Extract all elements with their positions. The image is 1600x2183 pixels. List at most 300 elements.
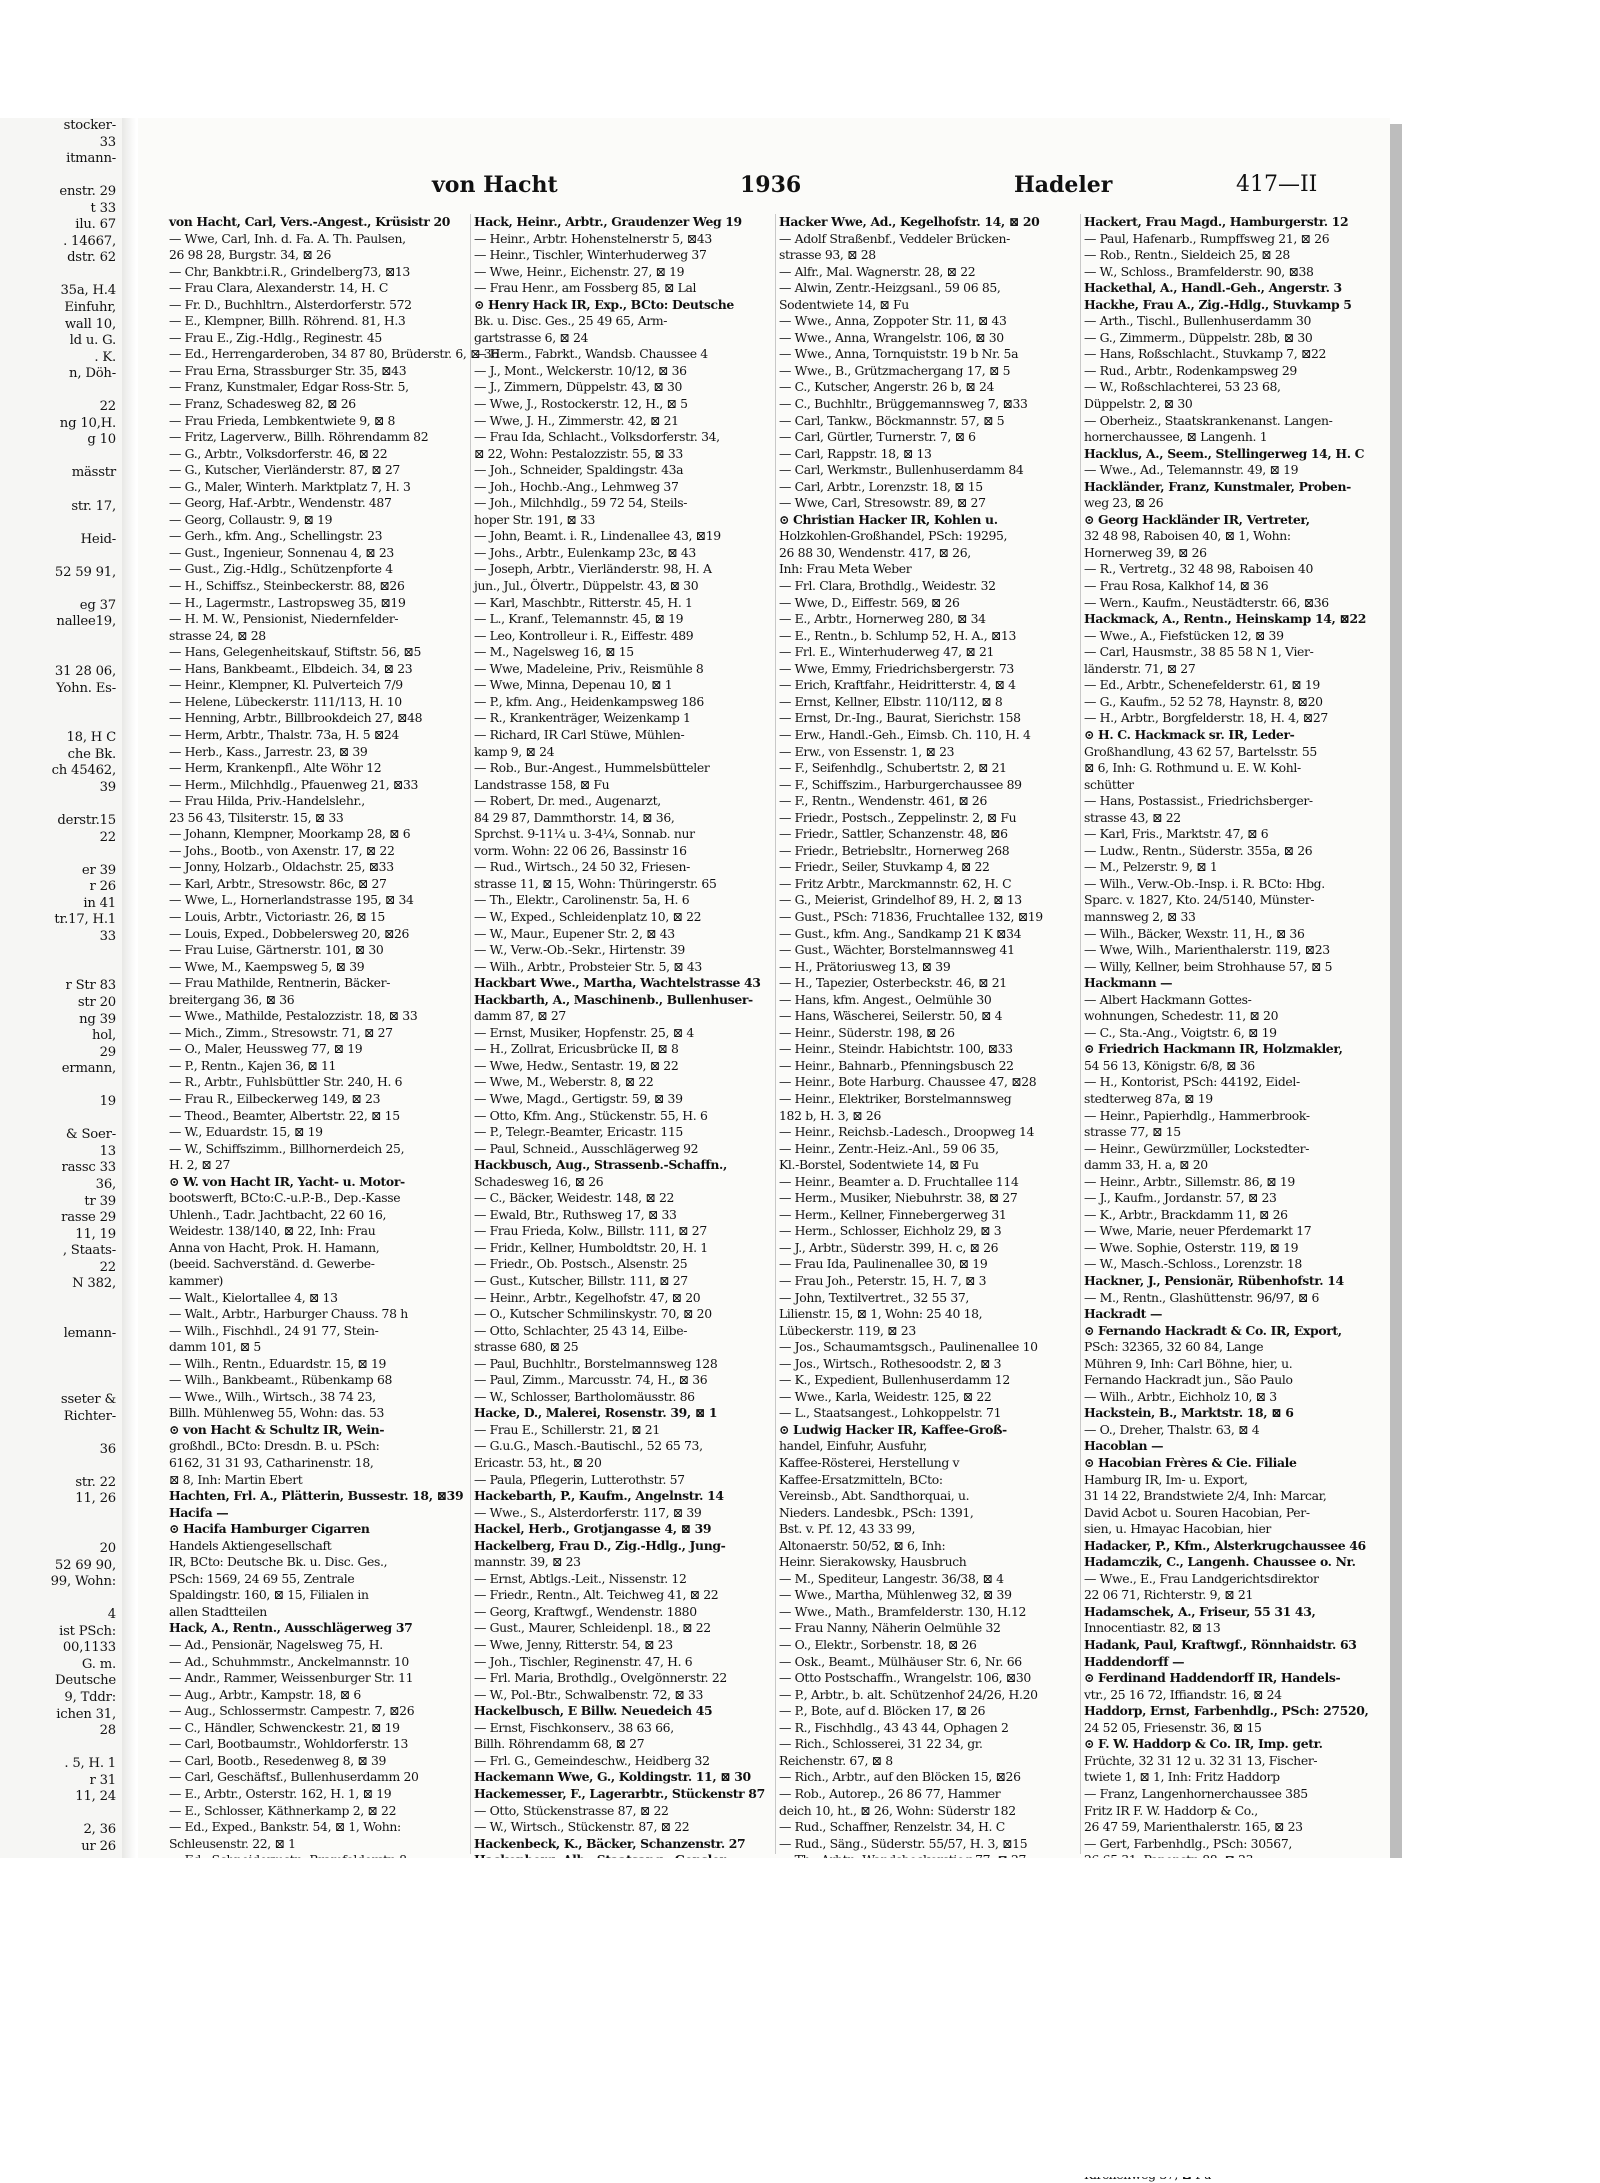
directory-entry: — Heinr., Arbtr., Kegelhofstr. 47, ⊠ 20 <box>474 1289 701 1305</box>
directory-entry: Hackelberg, Frau D., Zig.-Hdlg., Jung- <box>474 1537 726 1553</box>
directory-entry: — Leo, Kontrolleur i. R., Eiffestr. 489 <box>474 627 694 643</box>
left-fragment-line: N 382, <box>72 1276 116 1292</box>
left-fragment-line: 4 <box>107 1607 116 1623</box>
directory-entry: — Heinr., Klempner, Kl. Pulverteich 7/9 <box>169 677 403 693</box>
directory-entry: — H., Zollrat, Ericusbrücke II, ⊠ 8 <box>474 1041 679 1057</box>
directory-entry: H. 2, ⊠ 27 <box>169 1157 231 1173</box>
directory-entry: strasse 77, ⊠ 15 <box>1084 1124 1181 1140</box>
directory-entry: — Wilh., Fischhdl., 24 91 77, Stein- <box>169 1322 379 1338</box>
directory-entry: — Georg, Haf.-Arbtr., Wendenstr. 487 <box>169 495 392 511</box>
left-fragment-line <box>0 846 122 863</box>
directory-entry: vorm. Wohn: 22 06 26, Bassinstr 16 <box>474 842 687 858</box>
directory-entry: — Heinr., Süderstr. 198, ⊠ 26 <box>779 1024 955 1040</box>
directory-entry: Hornerweg 39, ⊠ 26 <box>1084 544 1207 560</box>
left-fragment-line: eg 37 <box>79 597 116 613</box>
directory-entry: — J., Arbtr., Süderstr. 399, H. c, ⊠ 26 <box>779 1239 999 1255</box>
left-fragment-line: str 20 <box>77 994 116 1010</box>
directory-entry: — Rud., Arbtr., Rodenkampsweg 29 <box>1084 362 1297 378</box>
directory-entry: — Aug., Arbtr., Kampstr. 18, ⊠ 6 <box>169 1686 361 1702</box>
directory-entry: — Hans, Wäscherei, Seilerstr. 50, ⊠ 4 <box>779 1008 1003 1024</box>
directory-entry: — Wern., Kaufm., Neustädterstr. 66, ⊠36 <box>1084 594 1329 610</box>
directory-entry: — O., Maler, Heussweg 77, ⊠ 19 <box>169 1041 363 1057</box>
directory-entry: — M., Pelzerstr. 9, ⊠ 1 <box>1084 859 1218 875</box>
directory-entry: Hackbusch, Aug., Strassenb.-Schaffn., <box>474 1157 727 1173</box>
left-fragment-line: Yohn. Es- <box>56 680 116 696</box>
directory-entry: — C., Kutscher, Angerstr. 26 b, ⊠ 24 <box>779 379 995 395</box>
directory-entry: — Herm., Milchhdlg., Pfauenweg 21, ⊠33 <box>169 776 419 792</box>
directory-entry: — Wilh., Bäcker, Wexstr. 11, H., ⊠ 36 <box>1084 925 1305 941</box>
directory-entry: Haddendorff — <box>1084 1653 1185 1669</box>
left-fragment-line <box>0 1293 122 1310</box>
directory-entry: Uhlenh., T.adr. Jachtbacht, 22 60 16, <box>169 1206 387 1222</box>
left-fragment-line <box>0 1309 122 1326</box>
directory-entry: — Wwe., Mathilde, Pestalozzistr. 18, ⊠ 33 <box>169 1008 418 1024</box>
directory-entry: — Hans, Roßschlacht., Stuvkamp 7, ⊠22 <box>1084 346 1327 362</box>
left-fragment-line: n, Döh- <box>69 366 116 382</box>
directory-entry: — Wwe., Anna, Wrangelstr. 106, ⊠ 30 <box>779 329 1004 345</box>
directory-entry: — Heinr., Papierhdlg., Hammerbrook- <box>1084 1107 1310 1123</box>
directory-entry: — Wwe, Heinr., Eichenstr. 27, ⊠ 19 <box>474 263 685 279</box>
directory-entry: — R., Krankenträger, Weizenkamp 1 <box>474 710 691 726</box>
directory-entry: — W., Schiffszimm., Billhornerdeich 25, <box>169 1140 405 1156</box>
directory-entry: — Osk., Beamt., Mülhäuser Str. 6, Nr. 66 <box>779 1653 1022 1669</box>
directory-entry: — Ernst, Dr.-Ing., Baurat, Sierichstr. 158 <box>779 710 1021 726</box>
directory-entry: Innocentiastr. 82, ⊠ 13 <box>1084 1620 1221 1636</box>
directory-entry: länderstr. 71, ⊠ 27 <box>1084 660 1196 676</box>
left-fragment-line: 33 <box>99 134 116 150</box>
directory-entry: Hackethal, A., Handl.-Geh., Angerstr. 3 <box>1084 280 1342 296</box>
directory-entry: — Karl, Maschbtr., Ritterstr. 45, H. 1 <box>474 594 693 610</box>
directory-entry: — Jos., Wirtsch., Rothesoodstr. 2, ⊠ 3 <box>779 1355 1002 1371</box>
directory-entry: PSch: 32365, 32 60 84, Lange <box>1084 1339 1264 1355</box>
left-fragment-line: 99, Wohn: <box>50 1574 116 1590</box>
left-fragment-line: itmann- <box>66 151 116 167</box>
directory-entry: kammer) <box>169 1273 224 1288</box>
directory-entry: — Hans, kfm. Angest., Oelmühle 30 <box>779 991 992 1007</box>
directory-entry: — Th., Elektr., Carolinenstr. 5a, H. 6 <box>474 892 690 908</box>
directory-entry: — Georg, Collaustr. 9, ⊠ 19 <box>169 511 333 527</box>
left-fragment-line <box>0 1425 122 1442</box>
directory-entry: — Heinr., Gewürzmüller, Lockstedter- <box>1084 1140 1310 1156</box>
directory-entry: — Friedr., Postsch., Zeppelinstr. 2, ⊠ Fu <box>779 809 1017 825</box>
left-fragment-line: 20 <box>99 1541 116 1557</box>
directory-entry: Hackstein, B., Marktstr. 18, ⊠ 6 <box>1084 1405 1294 1421</box>
left-fragment-line: ld u. G. <box>69 333 116 349</box>
directory-entry: — H., Tapezier, Osterbeckstr. 46, ⊠ 21 <box>779 975 1007 991</box>
directory-entry: Früchte, 32 31 12 u. 32 31 13, Fischer- <box>1084 1752 1318 1768</box>
directory-entry: — H., Arbtr., Borgfelderstr. 18, H. 4, ⊠27 <box>1084 710 1328 726</box>
directory-entry: 22 06 71, Richterstr. 9, ⊠ 21 <box>1084 1587 1253 1603</box>
directory-entry: — Gerh., kfm. Ang., Schellingstr. 23 <box>169 528 383 544</box>
directory-entry: — Alwin, Zentr.-Heizgsanl., 59 06 85, <box>779 280 1001 296</box>
left-fragment-line: dstr. 62 <box>67 250 116 266</box>
directory-entry: allen Stadtteilen <box>169 1603 267 1619</box>
directory-entry: — Carl, Gürtler, Turnerstr. 7, ⊠ 6 <box>779 429 976 445</box>
directory-entry: strasse 11, ⊠ 15, Wohn: Thüringerstr. 65 <box>474 875 717 891</box>
directory-entry: — Georg, Kraftwgf., Wendenstr. 1880 <box>474 1603 697 1619</box>
directory-entry: — Oberheiz., Staatskrankenanst. Langen- <box>1084 412 1333 428</box>
left-fragment-line: 22 <box>99 829 116 845</box>
left-fragment-line: tr 39 <box>84 1193 116 1209</box>
directory-entry: Hackel, Herb., Grotjangasse 4, ⊠ 39 <box>474 1521 712 1537</box>
directory-entry: ⊙ Ferdinand Haddendorff IR, Handels- <box>1084 1670 1341 1686</box>
directory-entry: twiete 1, ⊠ 1, Inh: Fritz Haddorp <box>1084 1769 1280 1785</box>
directory-entry: — Johann, Klempner, Moorkamp 28, ⊠ 6 <box>169 826 411 842</box>
directory-entry: — Frau Erna, Strassburger Str. 35, ⊠43 <box>169 362 407 378</box>
directory-entry: — Willy, Kellner, beim Strohhause 57, ⊠ 5 <box>1084 958 1333 974</box>
directory-entry: — Ludw., Rentn., Süderstr. 355a, ⊠ 26 <box>1084 842 1313 858</box>
directory-entry: 31 14 22, Brandstwiete 2/4, Inh: Marcar, <box>1084 1488 1327 1504</box>
directory-entry: Schleusenstr. 22, ⊠ 1 <box>169 1835 296 1851</box>
directory-entry: Hackländer, Franz, Kunstmaler, Proben- <box>1084 478 1351 494</box>
directory-entry: Hackhe, Frau A., Zig.-Hdlg., Stuvkamp 5 <box>1084 296 1352 312</box>
directory-entry: — Wwe, Jenny, Ritterstr. 54, ⊠ 23 <box>474 1637 673 1653</box>
directory-entry: — P., Rentn., Kajen 36, ⊠ 11 <box>169 1057 337 1073</box>
directory-entry: — Joh., Milchhdlg., 59 72 54, Steils- <box>474 495 688 511</box>
page-header <box>138 118 1390 198</box>
left-fragment-line: 19 <box>99 1094 116 1110</box>
directory-entry: ⊙ Ludwig Hacker IR, Kaffee-Groß- <box>779 1421 1007 1437</box>
directory-entry: ⊙ Hacifa Hamburger Cigarren <box>169 1521 370 1537</box>
directory-entry: Holzkohlen-Großhandel, PSch: 19295, <box>779 528 1008 544</box>
directory-entry: Hachten, Frl. A., Plätterin, Bussestr. 18, ⊠39 <box>169 1488 464 1504</box>
directory-entry: Hackemann Wwe, G., Koldingstr. 11, ⊠ 30 <box>474 1769 751 1785</box>
directory-entry: Hackradt — <box>1084 1306 1163 1322</box>
directory-entry: Hackemesser, F., Lagerarbtr., Stückenstr 87 <box>474 1785 765 1801</box>
directory-entry: — Andr., Rammer, Weissenburger Str. 11 <box>169 1670 414 1686</box>
directory-entry: — W., Roßschlachterei, 53 23 68, <box>1084 379 1281 395</box>
directory-entry: — Helene, Lübeckerstr. 111/113, H. 10 <box>169 693 402 709</box>
directory-entry: Vereinsb., Abt. Sandthorquai, u. <box>779 1488 970 1504</box>
directory-entry: — Wwe, Emmy, Friedrichsbergerstr. 73 <box>779 660 1014 676</box>
directory-entry: — Wwe, J., Rostockerstr. 12, H., ⊠ 5 <box>474 396 688 412</box>
left-fragment-line <box>0 714 122 731</box>
directory-entry: — Fr. D., Buchhltrn., Alsterdorferstr. 572 <box>169 296 412 312</box>
directory-entry: — R., Vertretg., 32 48 98, Raboisen 40 <box>1084 561 1313 577</box>
directory-entry: Bk. u. Disc. Ges., 25 49 65, Arm- <box>474 313 668 329</box>
left-fragment-line: enstr. 29 <box>59 184 116 200</box>
directory-entry: Hackenbeck, K., Bäcker, Schanzenstr. 27 <box>474 1835 746 1851</box>
directory-entry: — F., Schiffszim., Harburgerchaussee 89 <box>779 776 1022 792</box>
left-fragment-line: & Soer- <box>65 1127 116 1143</box>
left-fragment-line: G. m. <box>81 1656 116 1672</box>
left-fragment-line <box>0 1508 122 1525</box>
directory-entry: — Wwe, Magd., Gertigstr. 59, ⊠ 39 <box>474 1090 683 1106</box>
directory-entry: — Wwe., Karla, Weidestr. 125, ⊠ 22 <box>779 1388 992 1404</box>
left-fragment-line: ist PSch: <box>59 1623 116 1639</box>
directory-entry: Hackbart Wwe., Martha, Wachtelstrasse 43 <box>474 975 761 991</box>
directory-entry: — O., Dreher, Thalstr. 63, ⊠ 4 <box>1084 1421 1260 1437</box>
directory-entry: — J., Kaufm., Jordanstr. 57, ⊠ 23 <box>1084 1190 1277 1206</box>
left-fragment-line: stocker- <box>63 118 116 133</box>
directory-entry: — Ernst, Kellner, Elbstr. 110/112, ⊠ 8 <box>779 693 1003 709</box>
directory-entry: — Wwe., S., Alsterdorferstr. 117, ⊠ 39 <box>474 1504 702 1520</box>
left-fragment-line <box>0 945 122 962</box>
left-fragment-line <box>0 1458 122 1475</box>
left-fragment-line: ur 26 <box>81 1838 116 1854</box>
directory-entry: — Wwe, Marie, neuer Pferdemarkt 17 <box>1084 1223 1312 1239</box>
directory-entry: — Carl, Werkmstr., Bullenhuserdamm 84 <box>779 462 1024 478</box>
directory-page <box>138 118 1390 1858</box>
directory-entry: Hacoblan — <box>1084 1438 1164 1454</box>
directory-entry: — G., Maler, Winterh. Marktplatz 7, H. 3 <box>169 478 411 494</box>
directory-entry: — C., Händler, Schwenckestr. 21, ⊠ 19 <box>169 1719 400 1735</box>
left-fragment-line: 2, 36 <box>83 1822 116 1838</box>
directory-entry: — J., Mont., Welckerstr. 10/12, ⊠ 36 <box>474 362 687 378</box>
directory-entry: — Heinr., Arbtr. Hohenstelnerstr 5, ⊠43 <box>474 230 712 246</box>
directory-entry: — Frau Ida, Schlacht., Volksdorferstr. 34, <box>474 429 720 445</box>
left-fragment-line: 36 <box>99 1441 116 1457</box>
directory-entry: — Frau Frieda, Lembkentwiete 9, ⊠ 8 <box>169 412 396 428</box>
directory-entry: — Heinr., Elektriker, Borstelmannsweg <box>779 1090 1012 1106</box>
directory-entry: Kaffee-Ersatzmitteln, BCto: <box>779 1471 943 1487</box>
directory-entry: — Heinr., Beamter a. D. Fruchtallee 114 <box>779 1173 1019 1189</box>
directory-entry: strasse 680, ⊠ 25 <box>474 1339 579 1355</box>
directory-entry: — W., Pol.-Btr., Schwalbenstr. 72, ⊠ 33 <box>474 1686 704 1702</box>
left-fragment-line: 11, 24 <box>75 1789 116 1805</box>
directory-entry: Heinr. Sierakowsky, Hausbruch <box>779 1554 967 1570</box>
left-fragment-line: che Bk. <box>67 746 116 762</box>
left-fragment-line <box>0 383 122 400</box>
directory-entry: — Henning, Arbtr., Billbrookdeich 27, ⊠48 <box>169 710 423 726</box>
directory-entry: — K., Expedient, Bullenhuserdamm 12 <box>779 1372 1010 1388</box>
directory-entry: — Aug., Schlossermstr. Campestr. 7, ⊠26 <box>169 1703 415 1719</box>
directory-entry: strasse 24, ⊠ 28 <box>169 627 266 643</box>
directory-entry: Hacklus, A., Seem., Stellingerweg 14, H. C <box>1084 445 1365 461</box>
directory-entry: — Carl, Bootb., Resedenweg 8, ⊠ 39 <box>169 1752 387 1768</box>
directory-entry: — Fritz, Lagerverw., Billh. Röhrendamm 82 <box>169 429 429 445</box>
directory-entry: schütter <box>1084 776 1134 792</box>
left-fragment-line: ch 45462, <box>51 763 116 779</box>
directory-entry: — Paul, Zimm., Marcusstr. 74, H., ⊠ 36 <box>474 1372 708 1388</box>
directory-entry: — John, Beamt. i. R., Lindenallee 43, ⊠19 <box>474 528 721 544</box>
header-left-keyword: von Hacht <box>432 172 558 198</box>
left-fragment-line <box>0 1376 122 1393</box>
directory-entry: — Wwe, L., Hornerlandstrasse 195, ⊠ 34 <box>169 892 414 908</box>
directory-entry: — W., Maur., Eupener Str. 2, ⊠ 43 <box>474 925 675 941</box>
left-fragment-line: 13 <box>99 1143 116 1159</box>
directory-entry: — G., Meierist, Grindelhof 89, H. 2, ⊠ 13 <box>779 892 1022 908</box>
directory-entry: ⊙ von Hacht & Schultz IR, Wein- <box>169 1421 385 1437</box>
directory-entry: (beeid. Sachverständ. d. Gewerbe- <box>169 1256 375 1272</box>
left-fragment-line: ermann, <box>61 1061 116 1077</box>
directory-entry: — Rich., Schlosserei, 31 22 34, gr. <box>779 1736 983 1752</box>
directory-entry: ⊠ 6, Inh: G. Rothmund u. E. W. Kohl- <box>1084 760 1301 776</box>
directory-entry: — Joh., Hochb.-Ang., Lehmweg 37 <box>474 478 679 494</box>
directory-entry: Kaffee-Rösterei, Herstellung v <box>779 1455 960 1471</box>
directory-entry: — Frau Ida, Paulinenallee 30, ⊠ 19 <box>779 1256 988 1272</box>
left-fragment-line: sseter & <box>60 1392 116 1408</box>
directory-entry: ⊙ Georg Hackländer IR, Vertreter, <box>1084 511 1310 527</box>
directory-entry: — G.u.G., Masch.-Bautischl., 52 65 73, <box>474 1438 703 1454</box>
left-fragment-line: 33 <box>99 928 116 944</box>
directory-entry: — Erw., Handl.-Geh., Eimsb. Ch. 110, H. 4 <box>779 726 1031 742</box>
directory-entry: — P., Arbtr., b. alt. Schützenhof 24/26, H.20 <box>779 1686 1038 1702</box>
directory-entry: Landstrasse 158, ⊠ Fu <box>474 776 610 792</box>
directory-entry: — Carl, Geschäftsf., Bullenhuserdamm 20 <box>169 1769 419 1785</box>
directory-entry: Hack, A., Rentn., Ausschlägerweg 37 <box>169 1620 413 1636</box>
directory-entry: — Hans, Bankbeamt., Elbdeich. 34, ⊠ 23 <box>169 660 413 676</box>
directory-entry: — Frau R., Eilbeckerweg 149, ⊠ 23 <box>169 1090 381 1106</box>
directory-entry: — Frau Joh., Peterstr. 15, H. 7, ⊠ 3 <box>779 1273 987 1288</box>
page-number: 417—II <box>1236 172 1318 197</box>
directory-entry: ⊙ W. von Hacht IR, Yacht- u. Motor- <box>169 1173 405 1189</box>
directory-entry: — Joh., Tischler, Reginenstr. 47, H. 6 <box>474 1653 693 1669</box>
directory-entry: — Ed., Exped., Bankstr. 54, ⊠ 1, Wohn: <box>169 1819 401 1835</box>
directory-entry: IR, BCto: Deutsche Bk. u. Disc. Ges., <box>169 1554 388 1570</box>
directory-entry: — Ernst, Abtlgs.-Leit., Nissenstr. 12 <box>474 1570 687 1586</box>
directory-entry: Ericastr. 53, ht., ⊠ 20 <box>474 1455 602 1471</box>
directory-entry: Schadesweg 16, ⊠ 26 <box>474 1173 604 1189</box>
directory-entry: — W., Schlosser, Bartholomäusstr. 86 <box>474 1388 695 1404</box>
directory-entry: — E., Schlosser, Käthnerkamp 2, ⊠ 22 <box>169 1802 397 1818</box>
directory-entry: — M., Nagelsweg 16, ⊠ 15 <box>474 644 634 660</box>
directory-entry: 32 48 98, Raboisen 40, ⊠ 1, Wohn: <box>1084 528 1291 544</box>
directory-entry: — Ed., Herrengarderoben, 34 87 80, Brüderstr. 6, ⊠ 36 <box>169 346 499 362</box>
directory-entry: — Ewald, Btr., Ruthsweg 17, ⊠ 33 <box>474 1206 677 1222</box>
directory-entry: — Frl. G., Gemeindeschw., Heidberg 32 <box>474 1752 710 1768</box>
left-fragment-line: 52 59 91, <box>54 564 116 580</box>
directory-entry: — Frau Henr., am Fossberg 85, ⊠ Lal <box>474 280 697 296</box>
directory-entry: — Mich., Zimm., Stresowstr. 71, ⊠ 27 <box>169 1024 393 1040</box>
directory-entry: — Heinr., Steindr. Habichtstr. 100, ⊠33 <box>779 1041 1013 1057</box>
directory-entry: hornerchaussee, ⊠ Langenh. 1 <box>1084 429 1268 445</box>
left-fragment-line: g 10 <box>87 432 116 448</box>
directory-entry: — Wwe., B., Grützmachergang 17, ⊠ 5 <box>779 362 1011 378</box>
left-fragment-line: rasse 29 <box>61 1210 116 1226</box>
directory-entry: Anna von Hacht, Prok. H. Hamann, <box>169 1239 380 1255</box>
directory-entry: — Gust., kfm. Ang., Sandkamp 21 K ⊠34 <box>779 925 1022 941</box>
column-4 <box>1081 214 1386 1854</box>
directory-entry: — Erich, Kraftfahr., Heidritterstr. 4, ⊠ 4 <box>779 677 1016 693</box>
directory-entry: — Wwe, Carl, Stresowstr. 89, ⊠ 27 <box>779 495 986 511</box>
directory-entry: — Herb., Kass., Jarrestr. 23, ⊠ 39 <box>169 743 368 759</box>
directory-entry: ⊠ 22, Wohn: Pestalozzistr. 55, ⊠ 33 <box>474 445 683 461</box>
directory-entry: — E., Rentn., b. Schlump 52, H. A., ⊠13 <box>779 627 1016 643</box>
directory-entry: — F., Seifenhdlg., Schubertstr. 2, ⊠ 21 <box>779 760 1007 776</box>
directory-entry: ⊙ Fernando Hackradt & Co. IR, Export, <box>1084 1322 1342 1338</box>
directory-entry: — G., Zimmerm., Düppelstr. 28b, ⊠ 30 <box>1084 329 1313 345</box>
directory-entry: Hamburg IR, Im- u. Export, <box>1084 1471 1248 1487</box>
directory-entry: Mühren 9, Inh: Carl Böhne, hier, u. <box>1084 1355 1293 1371</box>
directory-entry: hoper Str. 191, ⊠ 33 <box>474 511 596 527</box>
directory-entry: Fritz IR F. W. Haddorp & Co., <box>1084 1802 1258 1818</box>
directory-entry: — Carl, Rappstr. 18, ⊠ 13 <box>779 445 932 461</box>
directory-entry: — G., Kutscher, Vierländerstr. 87, ⊠ 27 <box>169 462 400 478</box>
page-edge-shadow <box>1390 124 1402 1858</box>
left-fragment-line <box>0 1111 122 1128</box>
directory-entry: Handels Aktiengesellschaft <box>169 1537 332 1553</box>
directory-entry: — Frl. Clara, Brothdlg., Weidestr. 32 <box>779 578 996 594</box>
directory-entry: — Heinr., Zentr.-Heiz.-Anl., 59 06 35, <box>779 1140 999 1156</box>
directory-entry: Hacker Wwe, Ad., Kegelhofstr. 14, ⊠ 20 <box>779 214 1040 229</box>
directory-entry: — O., Kutscher Schmilinskystr. 70, ⊠ 20 <box>474 1306 712 1322</box>
left-fragment-line: Deutsche <box>54 1673 116 1689</box>
left-fragment-line: derstr.15 <box>57 812 116 828</box>
directory-entry: — Rud., Wirtsch., 24 50 32, Friesen- <box>474 859 690 875</box>
left-fragment-line: 28 <box>99 1723 116 1739</box>
directory-entry: — W., Eduardstr. 15, ⊠ 19 <box>169 1124 323 1140</box>
directory-entry: — Franz, Kunstmaler, Edgar Ross-Str. 5, <box>169 379 409 395</box>
directory-entry: — Erw., von Essenstr. 1, ⊠ 23 <box>779 743 955 759</box>
directory-entry: vtr., 25 16 72, Iffiandstr. 16, ⊠ 24 <box>1084 1686 1282 1702</box>
directory-entry: ⊙ H. C. Hackmack sr. IR, Leder- <box>1084 726 1295 742</box>
directory-entry: Fernando Hackradt jun., São Paulo <box>1084 1372 1293 1388</box>
directory-entry: PSch: 1569, 24 69 55, Zentrale <box>169 1570 355 1586</box>
directory-entry: — Heinr., Reichsb.-Ladesch., Droopweg 14 <box>779 1124 1035 1140</box>
left-fragment-line: 35a, H.4 <box>60 283 116 299</box>
directory-entry: — Wwe, M., Weberstr. 8, ⊠ 22 <box>474 1074 654 1090</box>
directory-entry: — Chr, Bankbtr.i.R., Grindelberg73, ⊠13 <box>169 263 410 279</box>
directory-entry: David Acbot u. Souren Hacobian, Per- <box>1084 1504 1310 1520</box>
directory-entry: Haddorp, Ernst, Farbenhdlg., PSch: 27520, <box>1084 1703 1369 1719</box>
directory-entry: Hackert, Frau Magd., Hamburgerstr. 12 <box>1084 214 1349 229</box>
directory-entry: bootswerft, BCto:C.-u.P.-B., Dep.-Kasse <box>169 1190 401 1206</box>
directory-entry: 54 56 13, Königstr. 6/8, ⊠ 36 <box>1084 1057 1255 1073</box>
column-1 <box>166 214 499 1854</box>
directory-entry: — Carl, Tankw., Böckmannstr. 57, ⊠ 5 <box>779 412 1005 428</box>
directory-entry: — H., Lagermstr., Lastropsweg 35, ⊠19 <box>169 594 406 610</box>
directory-entry: — Wilh., Arbtr., Probsteier Str. 5, ⊠ 43 <box>474 958 702 974</box>
directory-entry: — Wwe., Math., Bramfelderstr. 130, H.12 <box>779 1603 1027 1619</box>
left-fragment-line: 31 28 06, <box>54 664 116 680</box>
directory-entry: — Friedr., Ob. Postsch., Alsenstr. 25 <box>474 1256 688 1272</box>
directory-entry: — R., Fischhdlg., 43 43 44, Ophagen 2 <box>779 1719 1009 1735</box>
directory-entry: — Herm., Kellner, Finnebergerweg 31 <box>779 1206 1007 1222</box>
directory-entry: Reichenstr. 67, ⊠ 8 <box>779 1752 893 1768</box>
left-fragment-line: Richter- <box>63 1408 116 1424</box>
directory-entry: — Wwe., Anna, Tornquiststr. 19 b Nr. 5a <box>779 346 1019 362</box>
directory-entry: — Fritz Arbtr., Marckmannstr. 62, H. C <box>779 875 1012 891</box>
directory-columns <box>166 214 1386 1854</box>
directory-entry: — Rud., Schaffner, Renzelstr. 34, H. C <box>779 1819 1005 1835</box>
directory-entry: — W., Schloss., Bramfelderstr. 90, ⊠38 <box>1084 263 1314 279</box>
directory-entry: großhdl., BCto: Dresdn. B. u. PSch: <box>169 1438 380 1454</box>
directory-entry: — Wwe., Martha, Mühlenweg 32, ⊠ 39 <box>779 1587 1012 1603</box>
directory-entry: — Otto Postschaffn., Wrangelstr. 106, ⊠30 <box>779 1670 1031 1686</box>
left-fragment-line: 36, <box>95 1177 116 1192</box>
left-fragment-line: ichen 31, <box>56 1706 116 1722</box>
directory-entry: ⊠ 8, Inh: Martin Ebert <box>169 1471 303 1487</box>
directory-entry: — Friedr., Rentn., Alt. Teichweg 41, ⊠ 22 <box>474 1587 719 1603</box>
directory-entry: — Franz, Schadesweg 82, ⊠ 26 <box>169 396 356 412</box>
directory-entry: — M., Spediteur, Langestr. 36/38, ⊠ 4 <box>779 1570 1004 1586</box>
left-page-fragment <box>0 118 123 1858</box>
left-fragment-line: 9, Tddr: <box>64 1689 116 1705</box>
directory-entry: — Wwe., Ad., Telemannstr. 49, ⊠ 19 <box>1084 462 1299 478</box>
directory-entry: — Jonny, Holzarb., Oldachstr. 25, ⊠33 <box>169 859 394 875</box>
directory-entry: — Paul, Schneid., Ausschlägerweg 92 <box>474 1140 699 1156</box>
directory-entry: wohnungen, Schedestr. 11, ⊠ 20 <box>1084 1008 1279 1024</box>
directory-entry: 26 47 59, Marienthalerstr. 165, ⊠ 23 <box>1084 1819 1303 1835</box>
left-fragment-line <box>0 168 122 185</box>
directory-entry: — C., Sta.-Ang., Voigtstr. 6, ⊠ 19 <box>1084 1024 1277 1040</box>
directory-entry: — Wwe, Hedw., Sentastr. 19, ⊠ 22 <box>474 1057 679 1073</box>
left-fragment-line: 00,1133 <box>62 1640 116 1656</box>
directory-entry: — Karl, Fris., Marktstr. 47, ⊠ 6 <box>1084 826 1269 842</box>
directory-entry: — Wwe, Wilh., Marienthalerstr. 119, ⊠23 <box>1084 942 1330 958</box>
directory-entry: Hadamschek, A., Friseur, 55 31 43, <box>1084 1603 1316 1619</box>
directory-entry: Hacifa — <box>169 1504 229 1520</box>
directory-entry: — Herm., Musiker, Niebuhrstr. 38, ⊠ 27 <box>779 1190 1018 1206</box>
directory-entry: Billh. Mühlenweg 55, Wohn: das. 53 <box>169 1405 385 1421</box>
directory-entry: — Heinr., Tischler, Winterhuderweg 37 <box>474 247 707 263</box>
directory-entry: — Ernst, Fischkonserv., 38 63 66, <box>474 1719 674 1735</box>
left-fragment-line <box>0 648 122 665</box>
directory-entry: — Otto, Schlachter, 25 43 14, Eilbe- <box>474 1322 688 1338</box>
directory-entry: — G., Arbtr., Volksdorferstr. 46, ⊠ 22 <box>169 445 388 461</box>
directory-entry: Hackebarth, P., Kaufm., Angelnstr. 14 <box>474 1488 724 1504</box>
